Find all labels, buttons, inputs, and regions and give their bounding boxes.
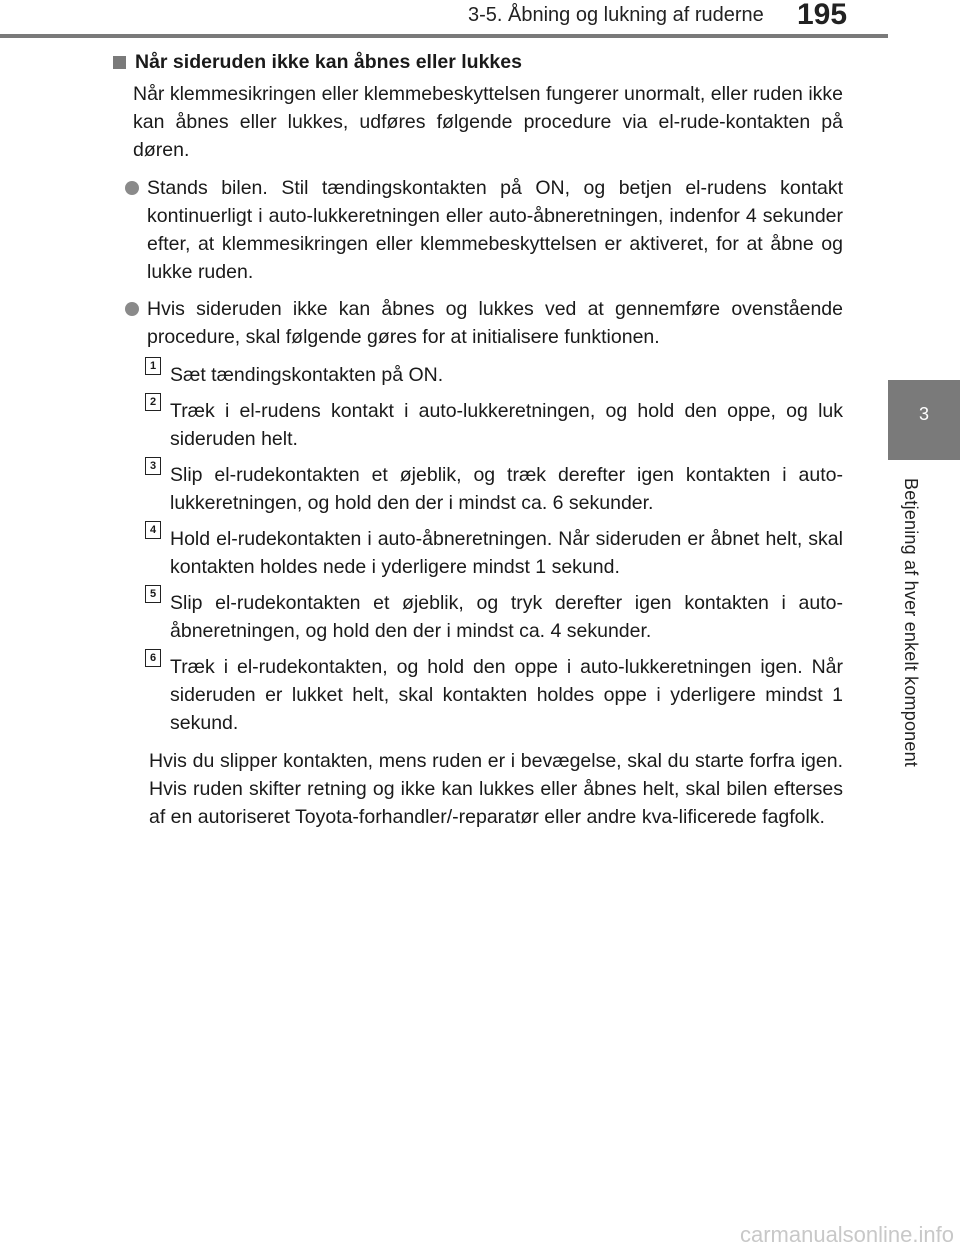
page-number: 195 (797, 0, 848, 31)
step-text: Sæt tændingskontakten på ON. (170, 364, 444, 386)
step-number-badge: 5 (145, 585, 161, 603)
bullet-item (125, 174, 843, 286)
step-number-badge: 3 (145, 457, 161, 475)
chapter-label: Betjening af hver enkelt komponent (901, 478, 921, 767)
step-item (145, 461, 843, 517)
step-text: Træk i el-rudekontakten, og hold den oppe i auto-lukkeretningen igen. Når sideruden er lukket helt, skal kontakten holdes oppe i yderligere mindst 1 sekund. (170, 656, 843, 734)
square-bullet-icon (113, 56, 126, 69)
step-number-badge: 6 (145, 649, 161, 667)
intro-paragraph: Når klemmesikringen eller klemmebeskyttelsen fungerer unormalt, eller ruden ikke kan åbnes eller lukkes, udføres følgende procedure via el-rude-kontakten på døren. (133, 83, 843, 161)
chapter-number: 3 (918, 404, 929, 424)
step-item (145, 653, 843, 737)
step-text: Hold el-rudekontakten i auto-åbneretningen. Når sideruden er åbnet helt, skal kontakten holdes nede i yderligere mindst 1 sekund. (170, 528, 843, 578)
bullet-item (125, 295, 843, 351)
step-item (145, 589, 843, 645)
circle-bullet-icon (125, 181, 139, 195)
watermark-link[interactable]: carmanualsonline.info (739, 1222, 954, 1247)
header-title: 3-5. Åbning og lukning af ruderne (468, 4, 764, 26)
bullet-text: Hvis sideruden ikke kan åbnes og lukkes ved at gennemføre ovenstående procedure, skal følgende gøres for at initialisere funktionen. (147, 298, 843, 348)
main-content (113, 48, 843, 831)
step-item (145, 361, 843, 389)
bullet-text: Stands bilen. Stil tændingskontakten på ON, og betjen el-rudens kontakt kontinuerligt i auto-lukkeretningen eller auto-åbneretningen, indenfor 4 sekunder efter, at klemmesikringen eller klemmebeskyttelsen er aktiveret, for at åbne og lukke ruden. (147, 177, 843, 283)
step-number-badge: 2 (145, 393, 161, 411)
final-paragraph: Hvis du slipper kontakten, mens ruden er i bevægelse, skal du starte forfra igen. Hvis ruden skifter retning og ikke kan lukkes eller åbnes helt, skal bilen efterses af en autoriseret Toyota-forhandler/-reparatør eller andre kva-lificerede fagfolk. (149, 750, 843, 828)
chapter-tab (888, 380, 960, 460)
step-number-badge: 1 (145, 357, 161, 375)
step-text: Slip el-rudekontakten et øjeblik, og træk derefter igen kontakten i auto-lukkeretningen, og hold den der i mindst ca. 6 sekunder. (170, 464, 843, 514)
section-heading (113, 48, 843, 76)
step-item (145, 397, 843, 453)
step-item (145, 525, 843, 581)
step-number-badge: 4 (145, 521, 161, 539)
step-text: Slip el-rudekontakten et øjeblik, og tryk derefter igen kontakten i auto-åbneretningen, og hold den der i mindst ca. 4 sekunder. (170, 592, 843, 642)
chapter-label-area (888, 460, 960, 800)
section-title: Når sideruden ikke kan åbnes eller lukkes (135, 51, 522, 73)
step-text: Træk i el-rudens kontakt i auto-lukkeretningen, og hold den oppe, og luk sideruden helt. (170, 400, 843, 450)
page-header (0, 0, 960, 34)
circle-bullet-icon (125, 302, 139, 316)
header-rule (0, 34, 888, 38)
step-list (145, 361, 843, 737)
